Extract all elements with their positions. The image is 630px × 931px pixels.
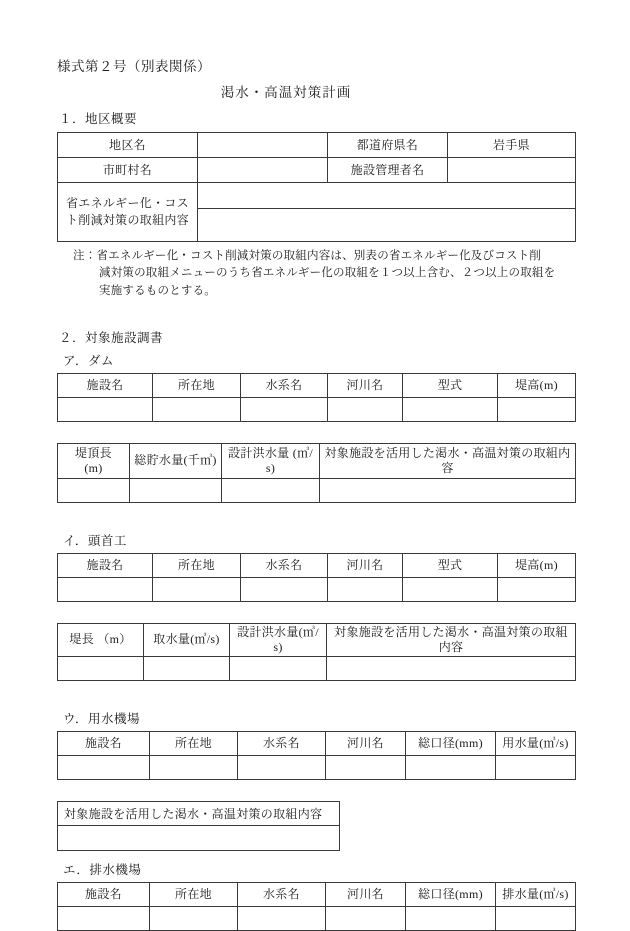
drainage-value-river-name[interactable] <box>326 906 406 930</box>
overview-value-energy-measures-2[interactable] <box>198 208 576 242</box>
overview-value-energy-measures-1[interactable] <box>198 183 576 208</box>
overview-label-manager: 施設管理者名 <box>328 158 448 183</box>
table-row <box>58 397 576 421</box>
section-heading-overview: １．地区概要 <box>59 112 138 127</box>
headworks-header-design-flood: 設計洪水量(㎥/s) <box>230 623 327 656</box>
water-supply-basic-table <box>57 731 576 780</box>
drainage-value-drainage-volume[interactable] <box>496 906 576 930</box>
headworks-header-water-system: 水系名 <box>241 553 328 577</box>
headworks-value-type[interactable] <box>403 577 498 601</box>
headworks-value-location[interactable] <box>153 577 241 601</box>
subsection-heading-dam: ア．ダム <box>63 353 115 368</box>
dam-header-measures: 対象施設を活用した渇水・高温対策の取組内容 <box>320 443 576 478</box>
water-supply-value-facility-name[interactable] <box>58 755 150 779</box>
headworks-value-dam-height[interactable] <box>498 577 576 601</box>
dam-header-design-flood: 設計洪水量 (㎥/s) <box>222 443 320 478</box>
headworks-header-measures: 対象施設を活用した渇水・高温対策の取組内容 <box>327 623 576 656</box>
drainage-value-total-diameter[interactable] <box>406 906 496 930</box>
table-row <box>58 906 576 930</box>
dam-value-design-flood[interactable] <box>222 478 320 502</box>
dam-value-location[interactable] <box>153 397 241 421</box>
water-supply-value-water-system[interactable] <box>238 755 326 779</box>
water-supply-measures-table <box>57 801 340 851</box>
table-row <box>58 478 576 502</box>
drainage-header-facility-name: 施設名 <box>58 882 150 906</box>
water-supply-header-total-diameter: 総口径(mm) <box>406 731 496 755</box>
table-row <box>58 577 576 601</box>
drainage-basic-table <box>57 882 576 931</box>
water-supply-header-facility-name: 施設名 <box>58 731 150 755</box>
drainage-header-river-name: 河川名 <box>326 882 406 906</box>
dam-value-type[interactable] <box>403 397 498 421</box>
dam-value-crest-length[interactable] <box>58 478 130 502</box>
table-header-row <box>58 443 576 478</box>
water-supply-header-location: 所在地 <box>150 731 238 755</box>
water-supply-header-measures: 対象施設を活用した渇水・高温対策の取組内容 <box>58 801 340 825</box>
table-header-row <box>58 801 340 825</box>
water-supply-value-river-name[interactable] <box>326 755 406 779</box>
water-supply-value-total-diameter[interactable] <box>406 755 496 779</box>
headworks-detail-table <box>57 623 576 681</box>
document-title: 渇水・高温対策計画 <box>220 85 352 101</box>
overview-value-manager[interactable] <box>448 158 576 183</box>
water-supply-header-river-name: 河川名 <box>326 731 406 755</box>
dam-header-total-storage: 総貯水量(千㎥) <box>130 443 222 478</box>
dam-header-crest-length-line2: (m) <box>84 460 103 475</box>
dam-header-dam-height: 堤高(m) <box>498 373 576 397</box>
table-row <box>58 656 576 680</box>
dam-value-water-system[interactable] <box>241 397 328 421</box>
dam-header-location: 所在地 <box>153 373 241 397</box>
dam-value-facility-name[interactable] <box>58 397 153 421</box>
headworks-header-facility-name: 施設名 <box>58 553 153 577</box>
headworks-value-measures[interactable] <box>327 656 576 680</box>
drainage-header-location: 所在地 <box>150 882 238 906</box>
dam-header-crest-length <box>58 443 130 478</box>
table-header-row <box>58 553 576 577</box>
dam-detail-table <box>57 443 576 503</box>
headworks-basic-table <box>57 553 576 602</box>
dam-header-facility-name: 施設名 <box>58 373 153 397</box>
headworks-header-intake-volume: 取水量(㎥/s) <box>144 623 230 656</box>
table-header-row <box>58 731 576 755</box>
dam-value-measures[interactable] <box>320 478 576 502</box>
table-row <box>58 755 576 779</box>
subsection-heading-drainage: エ．排水機場 <box>63 862 142 877</box>
section-heading-facilities: ２．対象施設調書 <box>59 330 164 345</box>
water-supply-value-measures[interactable] <box>58 825 340 850</box>
headworks-header-river-name: 河川名 <box>328 553 403 577</box>
water-supply-value-location[interactable] <box>150 755 238 779</box>
note-line-1: 注：省エネルギー化・コスト削減対策の取組内容は、別表の省エネルギー化及びコスト削 <box>73 250 541 263</box>
headworks-value-river-name[interactable] <box>328 577 403 601</box>
table-row <box>58 158 576 183</box>
overview-label-prefecture: 都道府県名 <box>328 133 448 158</box>
drainage-value-water-system[interactable] <box>238 906 326 930</box>
headworks-value-water-system[interactable] <box>241 577 328 601</box>
headworks-value-bank-length[interactable] <box>58 656 144 680</box>
drainage-value-location[interactable] <box>150 906 238 930</box>
overview-table <box>57 132 576 242</box>
headworks-header-type: 型式 <box>403 553 498 577</box>
drainage-header-water-system: 水系名 <box>238 882 326 906</box>
headworks-header-location: 所在地 <box>153 553 241 577</box>
overview-value-district[interactable] <box>198 133 328 158</box>
overview-value-municipality[interactable] <box>198 158 328 183</box>
headworks-header-dam-height: 堤高(m) <box>498 553 576 577</box>
headworks-value-intake-volume[interactable] <box>144 656 230 680</box>
overview-label-district: 地区名 <box>58 133 198 158</box>
dam-value-river-name[interactable] <box>328 397 403 421</box>
drainage-header-drainage-volume: 排水量(㎥/s) <box>496 882 576 906</box>
table-header-row <box>58 373 576 397</box>
subsection-heading-water-supply: ウ．用水機場 <box>63 711 141 726</box>
drainage-header-total-diameter: 総口径(mm) <box>406 882 496 906</box>
table-row <box>58 133 576 158</box>
headworks-header-bank-length: 堤長 （m） <box>58 623 144 656</box>
overview-value-prefecture[interactable]: 岩手県 <box>448 133 576 158</box>
form-number: 様式第２号（別表関係） <box>57 59 211 74</box>
dam-basic-table <box>57 373 576 422</box>
table-row <box>58 825 340 850</box>
dam-header-water-system: 水系名 <box>241 373 328 397</box>
overview-note <box>57 248 575 300</box>
note-line-3: 実施するものとする。 <box>99 284 216 297</box>
water-supply-value-water-volume[interactable] <box>496 755 576 779</box>
overview-label-municipality: 市町村名 <box>58 158 198 183</box>
dam-header-crest-length-line1: 堤頂長 <box>75 445 112 460</box>
subsection-heading-headworks: イ．頭首工 <box>63 533 127 548</box>
dam-header-river-name: 河川名 <box>328 373 403 397</box>
water-supply-header-water-system: 水系名 <box>238 731 326 755</box>
dam-value-total-storage[interactable] <box>130 478 222 502</box>
drainage-value-facility-name[interactable] <box>58 906 150 930</box>
dam-header-type: 型式 <box>403 373 498 397</box>
table-header-row <box>58 623 576 656</box>
water-supply-header-water-volume: 用水量(㎥/s) <box>496 731 576 755</box>
table-row <box>58 183 576 208</box>
overview-label-energy-measures: 省エネルギー化・コスト削減対策の取組内容 <box>58 183 198 242</box>
note-line-2: 減対策の取組メニューのうち省エネルギー化の取組を１つ以上含む、２つ以上の取組を <box>99 267 556 280</box>
headworks-value-facility-name[interactable] <box>58 577 153 601</box>
dam-value-dam-height[interactable] <box>498 397 576 421</box>
headworks-value-design-flood[interactable] <box>230 656 327 680</box>
